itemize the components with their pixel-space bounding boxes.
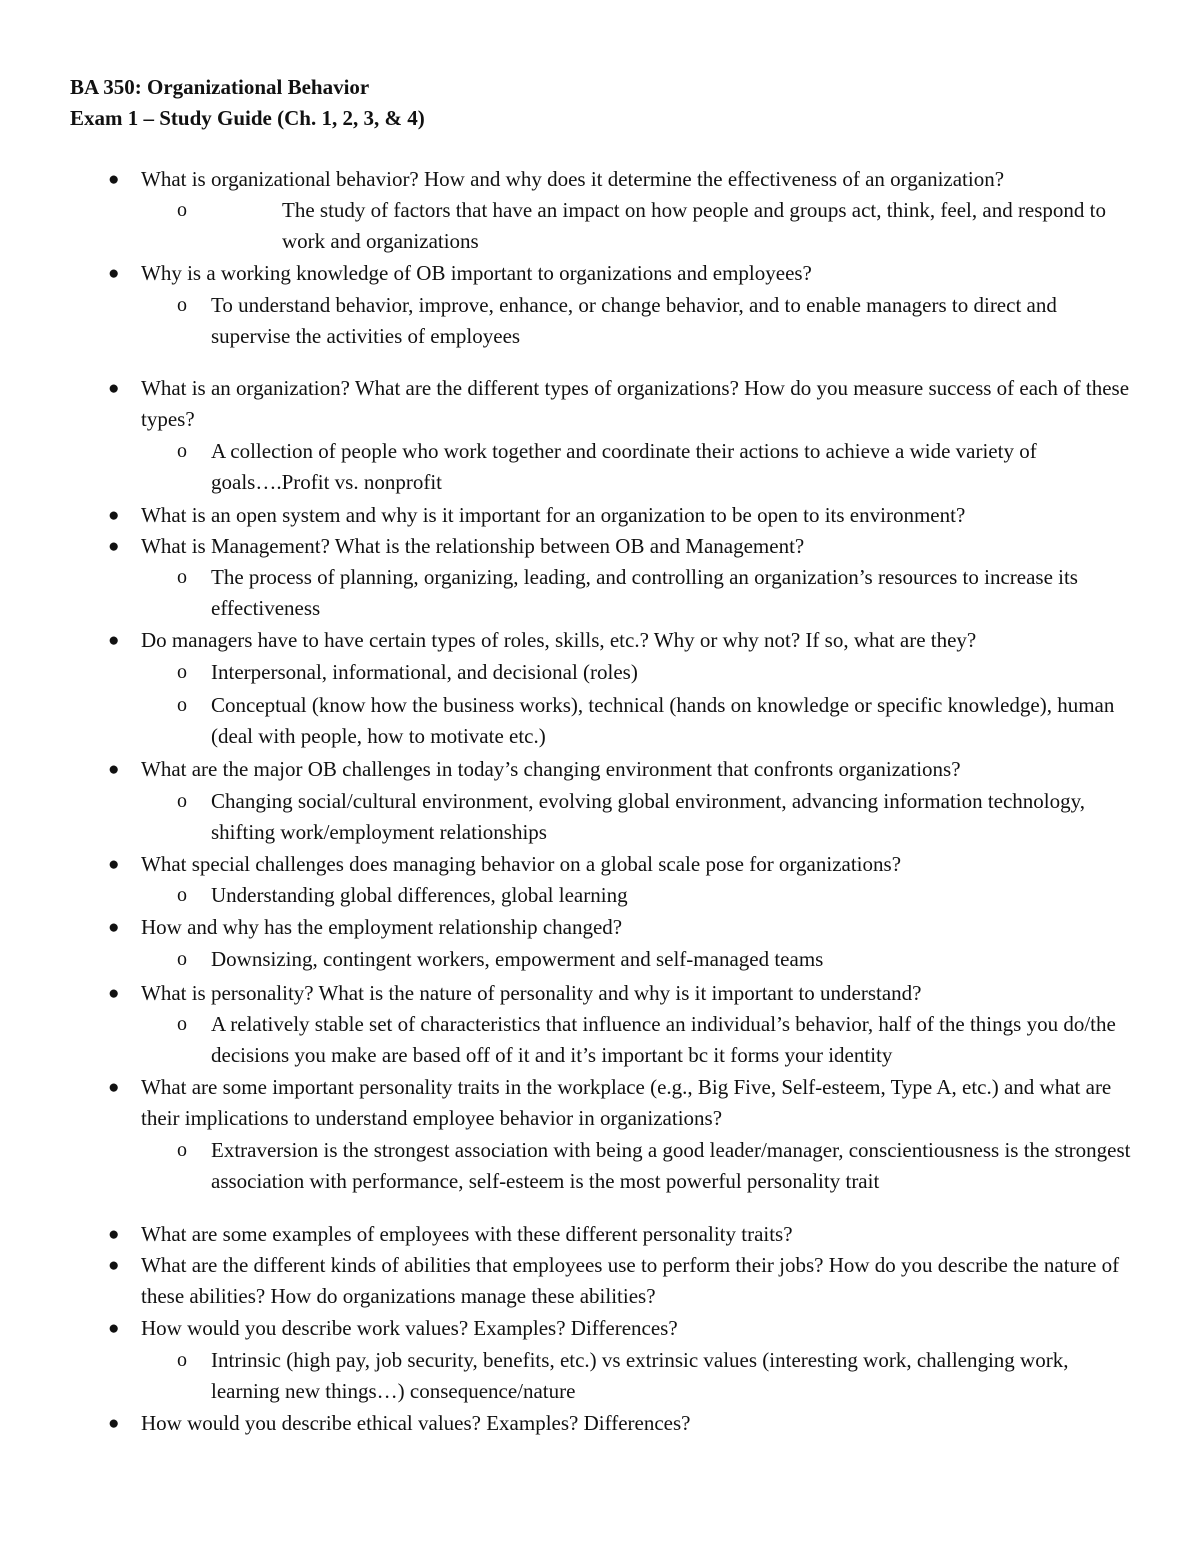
question-item [108,1219,1131,1250]
bullet-icon: ● [108,378,120,399]
answer-item [177,786,1131,849]
bullet-icon: ● [108,917,120,938]
answer-text: To understand behavior, improve, enhance, or change behavior, and to enable managers to direct and supervise the activities of employees [211,293,1057,349]
answer-text: Conceptual (know how the business works), technical (hands on knowledge or specific knowledge), human (deal with people, how to motivate etc.) [211,693,1115,749]
bullet-icon: ● [108,263,120,284]
sub-bullet-icon: o [177,661,187,683]
answer-text: Understanding global differences, global learning [211,883,628,907]
question-item [108,1250,1131,1313]
sub-bullet-icon: o [177,948,187,970]
answer-text: Intrinsic (high pay, job security, benefits, etc.) vs extrinsic values (interesting work, challenging work, learning new things…) consequence/nature [211,1348,1069,1404]
question-text: How would you describe ethical values? Examples? Differences? [141,1411,691,1435]
answer-text: Downsizing, contingent workers, empowerment and self-managed teams [211,947,824,971]
sub-bullet-icon: o [177,884,187,906]
question-item [108,754,1131,785]
bullet-icon: ● [108,505,120,526]
answer-text: The study of factors that have an impact on how people and groups act, think, feel, and respond to work and organizations [282,198,1107,254]
bullet-icon: ● [108,983,120,1004]
exam-title: Exam 1 – Study Guide (Ch. 1, 2, 3, & 4) [70,106,425,130]
bullet-icon: ● [108,536,120,557]
answer-item [177,1345,1131,1408]
answer-text: Changing social/cultural environment, evolving global environment, advancing information technology, shifting work/employment relationships [211,789,1086,845]
answer-text: A collection of people who work together and coordinate their actions to achieve a wide variety of goals….Profit vs. nonprofit [211,439,1037,495]
question-item [108,978,1131,1009]
question-item [108,500,1131,531]
question-text: How and why has the employment relationship changed? [141,915,623,939]
answer-item [177,657,1131,688]
question-item [108,531,1131,562]
question-text: What is an organization? What are the different types of organizations? How do you measure success of each of these types? [141,376,1130,432]
question-text: What is personality? What is the nature of personality and why is it important to understand? [141,981,922,1005]
question-item [108,849,1131,880]
bullet-icon: ● [108,1255,120,1276]
answer-item [177,290,1131,353]
bullet-icon: ● [108,759,120,780]
answer-text: A relatively stable set of characteristics that influence an individual’s behavior, half of the things you do/the decisions you make are based off of it and it’s important bc it forms your identity [211,1012,1116,1068]
sub-bullet-icon: o [177,440,187,462]
question-text: What is an open system and why is it important for an organization to be open to its environment? [141,503,966,527]
question-item [108,625,1131,656]
question-item [108,1072,1131,1135]
sub-bullet-icon: o [177,294,187,316]
bullet-icon: ● [108,169,120,190]
answer-item [177,562,1131,625]
sub-bullet-icon: o [177,694,187,716]
question-text: What are some important personality traits in the workplace (e.g., Big Five, Self-esteem, Type A, etc.) and what are their implications to understand employee behavior in organizations? [141,1075,1112,1131]
answer-item [177,1135,1131,1198]
question-text: What are the different kinds of abilities that employees use to perform their jobs? How do you describe the nature of these abilities? How do organizations manage these abilities? [141,1253,1120,1309]
question-text: What is organizational behavior? How and why does it determine the effectiveness of an organization? [141,167,1005,191]
question-text: What are some examples of employees with these different personality traits? [141,1222,793,1246]
question-item [108,1408,1131,1439]
question-item [108,164,1131,195]
bullet-icon: ● [108,1224,120,1245]
sub-bullet-icon: o [177,1013,187,1035]
sub-bullet-icon: o [177,1349,187,1371]
bullet-icon: ● [108,630,120,651]
bullet-icon: ● [108,1413,120,1434]
answer-item [177,1009,1131,1072]
sub-bullet-icon: o [177,199,187,221]
question-item [108,373,1131,436]
answer-item [177,880,1131,911]
question-text: What are the major OB challenges in today’s changing environment that confronts organizations? [141,757,961,781]
answer-item [177,436,1131,499]
answer-item [177,195,1122,258]
bullet-icon: ● [108,1077,120,1098]
question-text: How would you describe work values? Examples? Differences? [141,1316,678,1340]
answer-item [177,690,1131,753]
question-text: Do managers have to have certain types of roles, skills, etc.? Why or why not? If so, what are they? [141,628,977,652]
answer-text: Extraversion is the strongest association with being a good leader/manager, conscientiousness is the strongest association with performance, self-esteem is the most powerful personality trait [211,1138,1131,1194]
question-text: What is Management? What is the relationship between OB and Management? [141,534,805,558]
answer-text: The process of planning, organizing, leading, and controlling an organization’s resources to increase its effectiveness [211,565,1078,621]
question-item [108,912,1131,943]
bullet-icon: ● [108,854,120,875]
bullet-icon: ● [108,1318,120,1339]
answer-text: Interpersonal, informational, and decisional (roles) [211,660,638,684]
question-item [108,258,1131,289]
question-item [108,1313,1131,1344]
sub-bullet-icon: o [177,790,187,812]
sub-bullet-icon: o [177,1139,187,1161]
course-title: BA 350: Organizational Behavior [70,75,370,99]
question-text: What special challenges does managing behavior on a global scale pose for organizations? [141,852,902,876]
question-text: Why is a working knowledge of OB important to organizations and employees? [141,261,812,285]
answer-item [177,944,1131,975]
sub-bullet-icon: o [177,566,187,588]
